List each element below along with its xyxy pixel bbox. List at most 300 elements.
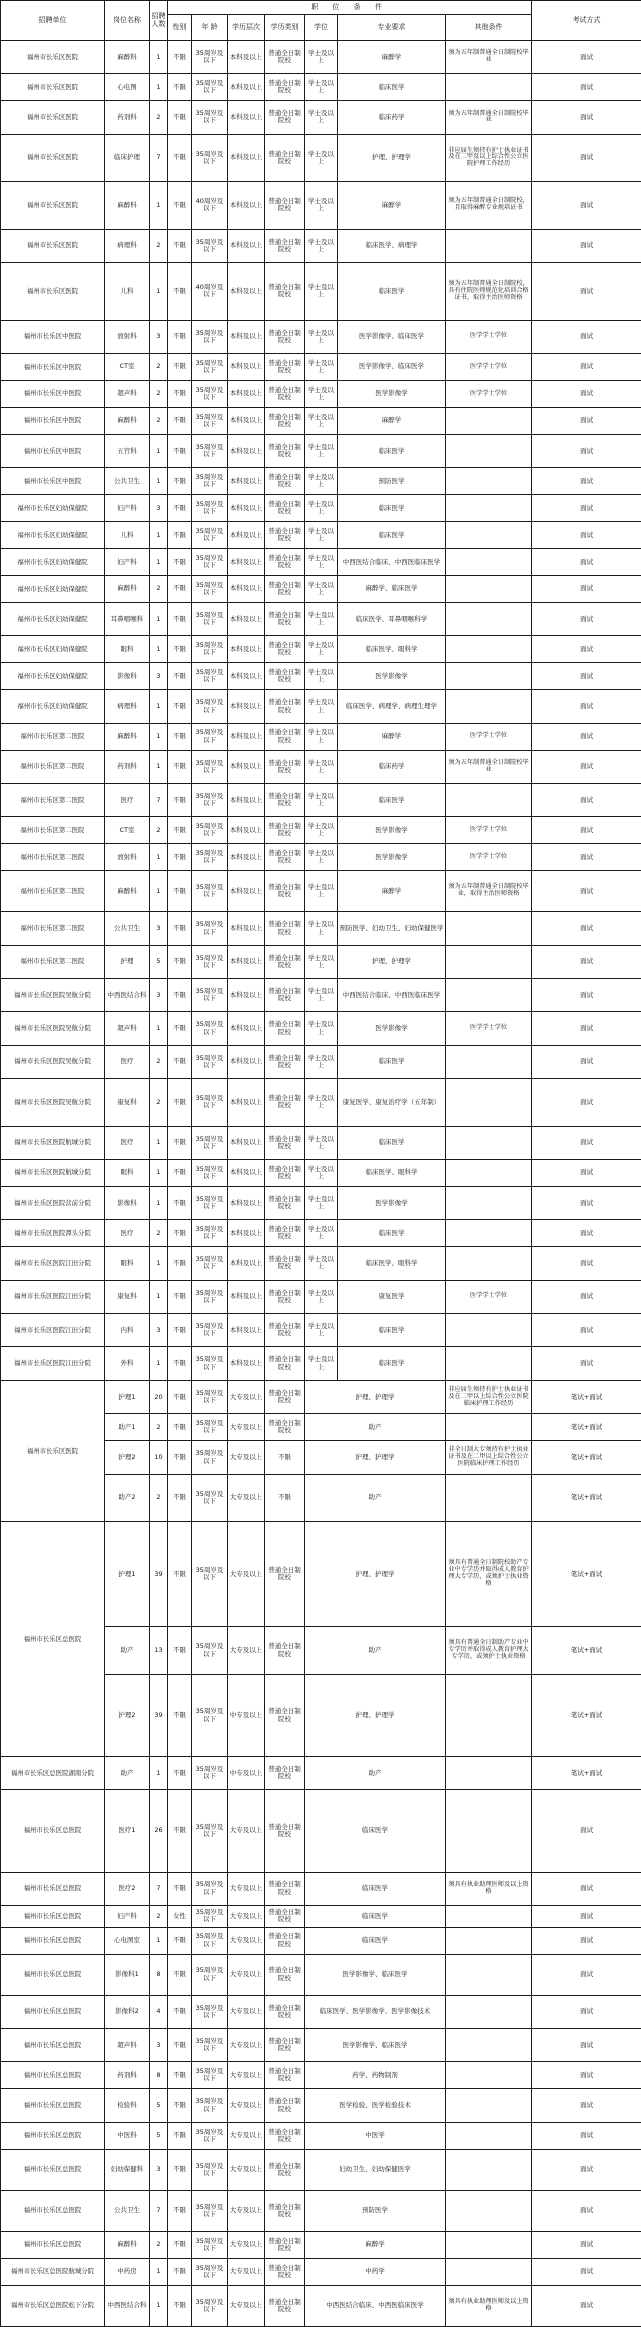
cell-other bbox=[446, 2149, 532, 2190]
cell-count: 1 bbox=[150, 1186, 168, 1219]
cell-unit: 福州市长乐区总医院 bbox=[1, 1905, 105, 1927]
cell-count: 7 bbox=[150, 784, 168, 817]
cell-age: 35周岁及以下 bbox=[192, 912, 228, 945]
cell-age: 35周岁及以下 bbox=[192, 723, 228, 750]
cell-post: 护理1 bbox=[105, 1381, 150, 1414]
cell-major: 麻醉学 bbox=[338, 871, 446, 912]
cell-gender: 不限 bbox=[168, 1381, 192, 1414]
cell-age: 35周岁及以下 bbox=[192, 522, 228, 549]
cell-gender: 不限 bbox=[168, 182, 192, 229]
cell-age: 35周岁及以下 bbox=[192, 576, 228, 603]
cell-count: 1 bbox=[150, 1126, 168, 1159]
cell-other bbox=[446, 1347, 532, 1381]
cell-major: 临床医学、医学影像学、医学影像技术 bbox=[305, 1995, 446, 2028]
cell-unit: 福州市长乐区第二医院 bbox=[1, 750, 105, 783]
cell-other: 医学学士学位 bbox=[446, 320, 532, 353]
cell-exam: 面试 bbox=[532, 1995, 641, 2028]
cell-unit: 福州市长乐区妇幼保健院 bbox=[1, 576, 105, 603]
cell-education: 本科及以上 bbox=[228, 263, 265, 321]
cell-post: 超声科 bbox=[105, 1012, 150, 1045]
cell-other: 须具有普通全日制院校助产专业中专学历并取得成人教育护理大专学历，或须护士执业资格 bbox=[446, 1522, 532, 1627]
cell-gender: 不限 bbox=[168, 817, 192, 844]
cell-education: 大专及以上 bbox=[228, 1414, 265, 1441]
cell-other bbox=[446, 1790, 532, 1872]
table-row bbox=[1, 690, 641, 723]
cell-gender: 不限 bbox=[168, 663, 192, 690]
cell-age: 35周岁及以下 bbox=[192, 229, 228, 262]
header-exam: 考试方式 bbox=[532, 1, 641, 41]
cell-major: 中西医结合临床、中西医临床医学 bbox=[338, 549, 446, 576]
cell-education: 本科及以上 bbox=[228, 522, 265, 549]
header-conditions: 职 位 条 件 bbox=[168, 1, 532, 15]
cell-other bbox=[446, 603, 532, 636]
cell-unit: 福州市长乐区总医院 bbox=[1, 2190, 105, 2231]
cell-major: 麻醉学 bbox=[338, 41, 446, 74]
cell-major: 临床医学 bbox=[338, 1220, 446, 1247]
cell-count: 2 bbox=[150, 1414, 168, 1441]
table-row bbox=[1, 1045, 641, 1078]
cell-education: 大专及以上 bbox=[228, 2190, 265, 2231]
table-row bbox=[1, 663, 641, 690]
cell-unit: 福州市长乐区总医院 bbox=[1, 1954, 105, 1995]
cell-education: 大专及以上 bbox=[228, 1627, 265, 1674]
cell-unit: 福州市长乐区医院吴航分院 bbox=[1, 1012, 105, 1045]
cell-gender: 不限 bbox=[168, 74, 192, 101]
cell-count: 1 bbox=[150, 74, 168, 101]
cell-other: 须具有普通全日制助产专业中专学历并取得成人教育护理大专学历，或须护士执业资格 bbox=[446, 1627, 532, 1674]
cell-education: 本科及以上 bbox=[228, 979, 265, 1012]
cell-education: 本科及以上 bbox=[228, 1347, 265, 1381]
cell-major: 中药学 bbox=[305, 2258, 446, 2285]
cell-post: 中西医结合科 bbox=[105, 979, 150, 1012]
cell-other: 医学学士学位 bbox=[446, 844, 532, 871]
cell-unit: 福州市长乐区总医院 bbox=[1, 2029, 105, 2062]
cell-degree: 学士及以上 bbox=[305, 1220, 338, 1247]
cell-age: 35周岁及以下 bbox=[192, 468, 228, 495]
cell-other: 须为五年制普通全日制院校毕业，取得主治医师资格 bbox=[446, 871, 532, 912]
cell-other bbox=[446, 434, 532, 467]
cell-age: 35周岁及以下 bbox=[192, 1160, 228, 1187]
cell-degree: 学士及以上 bbox=[305, 495, 338, 522]
header-major: 专业要求 bbox=[338, 15, 446, 41]
cell-gender: 不限 bbox=[168, 381, 192, 408]
cell-post: 中医科 bbox=[105, 2122, 150, 2149]
cell-exam: 面试 bbox=[532, 101, 641, 134]
cell-age: 35周岁及以下 bbox=[192, 1674, 228, 1756]
cell-unit: 福州市长乐区医院江田分院 bbox=[1, 1347, 105, 1381]
cell-degree: 学士及以上 bbox=[305, 263, 338, 321]
cell-edu-type: 普通全日制院校 bbox=[265, 723, 305, 750]
cell-exam: 面试 bbox=[532, 576, 641, 603]
header-degree: 学位 bbox=[305, 15, 338, 41]
cell-gender: 女性 bbox=[168, 1905, 192, 1927]
cell-degree: 学士及以上 bbox=[305, 844, 338, 871]
cell-post: 麻醉科 bbox=[105, 408, 150, 435]
cell-unit: 福州市长乐区第二医院 bbox=[1, 723, 105, 750]
cell-major: 麻醉学、临床医学 bbox=[338, 576, 446, 603]
cell-education: 本科及以上 bbox=[228, 912, 265, 945]
cell-gender: 不限 bbox=[168, 576, 192, 603]
table-row bbox=[1, 1381, 641, 1414]
cell-count: 1 bbox=[150, 468, 168, 495]
cell-major: 临床医学、耳鼻咽喉科学 bbox=[338, 603, 446, 636]
cell-exam: 面试 bbox=[532, 912, 641, 945]
cell-exam: 笔试+面试 bbox=[532, 1627, 641, 1674]
cell-degree: 学士及以上 bbox=[305, 434, 338, 467]
cell-gender: 不限 bbox=[168, 41, 192, 74]
cell-major: 临床医学 bbox=[305, 1905, 446, 1927]
cell-post: 麻醉科 bbox=[105, 871, 150, 912]
cell-education: 本科及以上 bbox=[228, 134, 265, 181]
cell-other bbox=[446, 945, 532, 978]
cell-age: 35周岁及以下 bbox=[192, 320, 228, 353]
cell-degree: 学士及以上 bbox=[305, 1079, 338, 1126]
cell-post: 药剂科 bbox=[105, 2062, 150, 2089]
cell-edu-type: 普通全日制院校 bbox=[265, 1012, 305, 1045]
header-education: 学历层次 bbox=[228, 15, 265, 41]
cell-exam: 面试 bbox=[532, 2122, 641, 2149]
cell-post: 妇产科 bbox=[105, 495, 150, 522]
cell-gender: 不限 bbox=[168, 636, 192, 663]
cell-edu-type: 普通全日制院校 bbox=[265, 817, 305, 844]
cell-post: 医疗1 bbox=[105, 1790, 150, 1872]
cell-edu-type: 普通全日制院校 bbox=[265, 2149, 305, 2190]
cell-exam: 面试 bbox=[532, 1220, 641, 1247]
cell-post: 公共卫生 bbox=[105, 468, 150, 495]
cell-major: 护理、护理学 bbox=[305, 1441, 446, 1474]
cell-education: 本科及以上 bbox=[228, 723, 265, 750]
cell-education: 本科及以上 bbox=[228, 229, 265, 262]
cell-degree: 学士及以上 bbox=[305, 468, 338, 495]
cell-age: 35周岁及以下 bbox=[192, 381, 228, 408]
cell-exam: 面试 bbox=[532, 408, 641, 435]
table-row bbox=[1, 636, 641, 663]
cell-edu-type: 普通全日制院校 bbox=[265, 74, 305, 101]
cell-gender: 不限 bbox=[168, 1414, 192, 1441]
table-row bbox=[1, 1280, 641, 1313]
cell-major: 助产 bbox=[305, 1757, 446, 1790]
cell-age: 35周岁及以下 bbox=[192, 1126, 228, 1159]
cell-unit: 福州市长乐区妇幼保健院 bbox=[1, 495, 105, 522]
table-row bbox=[1, 182, 641, 229]
cell-edu-type: 普通全日制院校 bbox=[265, 2029, 305, 2062]
header-post: 岗位名称 bbox=[105, 1, 150, 41]
cell-gender: 不限 bbox=[168, 750, 192, 783]
cell-count: 1 bbox=[150, 750, 168, 783]
cell-edu-type: 普通全日制院校 bbox=[265, 549, 305, 576]
table-body-group-b bbox=[1, 1522, 641, 1757]
cell-edu-type: 普通全日制院校 bbox=[265, 1186, 305, 1219]
cell-post: 医疗 bbox=[105, 1126, 150, 1159]
cell-edu-type: 普通全日制院校 bbox=[265, 1126, 305, 1159]
cell-count: 1 bbox=[150, 434, 168, 467]
cell-unit: 福州市长乐区医院江田分院 bbox=[1, 1313, 105, 1346]
cell-edu-type: 不限 bbox=[265, 1474, 305, 1522]
cell-major: 医学检验、医学检验技术 bbox=[305, 2089, 446, 2122]
table-row bbox=[1, 1220, 641, 1247]
cell-post: 儿科 bbox=[105, 522, 150, 549]
cell-gender: 不限 bbox=[168, 263, 192, 321]
cell-edu-type: 普通全日制院校 bbox=[265, 1247, 305, 1280]
table-row bbox=[1, 979, 641, 1012]
cell-gender: 不限 bbox=[168, 1220, 192, 1247]
cell-education: 本科及以上 bbox=[228, 1079, 265, 1126]
cell-major: 临床医学 bbox=[338, 522, 446, 549]
cell-other: 医学学士学位 bbox=[446, 1012, 532, 1045]
cell-count: 1 bbox=[150, 603, 168, 636]
cell-major: 中西医结合临床、中西医临床医学 bbox=[305, 2285, 446, 2326]
cell-education: 本科及以上 bbox=[228, 74, 265, 101]
cell-post: 康复科 bbox=[105, 1280, 150, 1313]
cell-exam: 面试 bbox=[532, 723, 641, 750]
cell-gender: 不限 bbox=[168, 1872, 192, 1905]
table-row bbox=[1, 263, 641, 321]
cell-gender: 不限 bbox=[168, 1347, 192, 1381]
cell-count: 1 bbox=[150, 1280, 168, 1313]
cell-post: 眼科 bbox=[105, 1247, 150, 1280]
header-age: 年 龄 bbox=[192, 15, 228, 41]
cell-degree: 学士及以上 bbox=[305, 576, 338, 603]
cell-count: 1 bbox=[150, 871, 168, 912]
cell-count: 2 bbox=[150, 408, 168, 435]
table-row bbox=[1, 2122, 641, 2149]
cell-age: 35周岁及以下 bbox=[192, 2258, 228, 2285]
cell-exam: 面试 bbox=[532, 229, 641, 262]
cell-edu-type: 普通全日制院校 bbox=[265, 663, 305, 690]
table-row bbox=[1, 576, 641, 603]
cell-post: 麻醉科 bbox=[105, 723, 150, 750]
cell-age: 35周岁及以下 bbox=[192, 434, 228, 467]
cell-gender: 不限 bbox=[168, 603, 192, 636]
cell-major: 医学影像学、临床医学 bbox=[338, 320, 446, 353]
cell-unit: 福州市长乐区总医院湖南分院 bbox=[1, 1757, 105, 1790]
cell-post: 护理1 bbox=[105, 1522, 150, 1627]
cell-count: 2 bbox=[150, 101, 168, 134]
cell-post: 妇产科 bbox=[105, 549, 150, 576]
cell-education: 本科及以上 bbox=[228, 690, 265, 723]
cell-age: 35周岁及以下 bbox=[192, 750, 228, 783]
cell-edu-type: 普通全日制院校 bbox=[265, 2285, 305, 2326]
cell-post: 助产2 bbox=[105, 1474, 150, 1522]
cell-education: 本科及以上 bbox=[228, 871, 265, 912]
cell-count: 13 bbox=[150, 1627, 168, 1674]
cell-age: 35周岁及以下 bbox=[192, 354, 228, 381]
cell-other bbox=[446, 495, 532, 522]
cell-other: 须为五年制普通全日制院校毕业 bbox=[446, 101, 532, 134]
cell-exam: 笔试+面试 bbox=[532, 1474, 641, 1522]
cell-edu-type: 普通全日制院校 bbox=[265, 844, 305, 871]
cell-education: 大专及以上 bbox=[228, 1474, 265, 1522]
cell-count: 8 bbox=[150, 1954, 168, 1995]
header-edu-type: 学历类别 bbox=[265, 15, 305, 41]
cell-age: 35周岁及以下 bbox=[192, 1441, 228, 1474]
cell-post: 内科 bbox=[105, 1313, 150, 1346]
cell-post: 妇幼保健科 bbox=[105, 2149, 150, 2190]
cell-education: 本科及以上 bbox=[228, 495, 265, 522]
cell-exam: 面试 bbox=[532, 74, 641, 101]
cell-count: 3 bbox=[150, 663, 168, 690]
cell-other bbox=[446, 522, 532, 549]
cell-education: 大专及以上 bbox=[228, 1872, 265, 1905]
table-row bbox=[1, 1790, 641, 1872]
cell-gender: 不限 bbox=[168, 522, 192, 549]
cell-exam: 面试 bbox=[532, 182, 641, 229]
cell-degree: 学士及以上 bbox=[305, 750, 338, 783]
cell-exam: 笔试+面试 bbox=[532, 1441, 641, 1474]
cell-degree: 学士及以上 bbox=[305, 549, 338, 576]
cell-post: 中西医结合科 bbox=[105, 2285, 150, 2326]
cell-gender: 不限 bbox=[168, 1995, 192, 2028]
cell-edu-type: 普通全日制院校 bbox=[265, 2062, 305, 2089]
cell-unit: 福州市长乐区医院江田分院 bbox=[1, 1247, 105, 1280]
cell-gender: 不限 bbox=[168, 871, 192, 912]
cell-edu-type: 普通全日制院校 bbox=[265, 979, 305, 1012]
cell-count: 3 bbox=[150, 979, 168, 1012]
cell-post: 放射科 bbox=[105, 844, 150, 871]
cell-post: 病理科 bbox=[105, 690, 150, 723]
table-row bbox=[1, 101, 641, 134]
header-unit: 招聘单位 bbox=[1, 1, 105, 41]
table-row bbox=[1, 381, 641, 408]
cell-age: 35周岁及以下 bbox=[192, 1757, 228, 1790]
cell-education: 本科及以上 bbox=[228, 1045, 265, 1078]
cell-major: 麻醉学 bbox=[305, 2231, 446, 2258]
cell-edu-type: 普通全日制院校 bbox=[265, 1414, 305, 1441]
cell-edu-type: 普通全日制院校 bbox=[265, 1522, 305, 1627]
cell-count: 2 bbox=[150, 229, 168, 262]
cell-education: 大专及以上 bbox=[228, 1441, 265, 1474]
cell-gender: 不限 bbox=[168, 1012, 192, 1045]
cell-age: 35周岁及以下 bbox=[192, 1872, 228, 1905]
cell-count: 4 bbox=[150, 1995, 168, 2028]
cell-education: 大专及以上 bbox=[228, 1905, 265, 1927]
table-row bbox=[1, 1313, 641, 1346]
cell-count: 3 bbox=[150, 2029, 168, 2062]
cell-post: 临床护理 bbox=[105, 134, 150, 181]
cell-unit: 福州市长乐区妇幼保健院 bbox=[1, 603, 105, 636]
cell-major: 临床医学 bbox=[338, 1045, 446, 1078]
cell-edu-type: 普通全日制院校 bbox=[265, 522, 305, 549]
cell-major: 康复医学、康复治疗学（五年制） bbox=[338, 1079, 446, 1126]
cell-education: 本科及以上 bbox=[228, 101, 265, 134]
cell-post: 医疗 bbox=[105, 1045, 150, 1078]
table-row bbox=[1, 495, 641, 522]
table-row bbox=[1, 434, 641, 467]
cell-other bbox=[446, 468, 532, 495]
cell-count: 1 bbox=[150, 2285, 168, 2326]
cell-edu-type: 普通全日制院校 bbox=[265, 2122, 305, 2149]
cell-major: 临床医学、眼科学 bbox=[338, 1247, 446, 1280]
cell-exam: 面试 bbox=[532, 2285, 641, 2326]
cell-post: 药剂科 bbox=[105, 750, 150, 783]
cell-unit: 福州市长乐区中医院 bbox=[1, 354, 105, 381]
cell-education: 本科及以上 bbox=[228, 182, 265, 229]
cell-other bbox=[446, 1126, 532, 1159]
table-row bbox=[1, 1186, 641, 1219]
cell-exam: 笔试+面试 bbox=[532, 1381, 641, 1414]
cell-degree: 学士及以上 bbox=[305, 134, 338, 181]
table-row bbox=[1, 2089, 641, 2122]
cell-edu-type: 普通全日制院校 bbox=[265, 1160, 305, 1187]
cell-gender: 不限 bbox=[168, 723, 192, 750]
cell-major: 临床医学、眼科学 bbox=[338, 1160, 446, 1187]
cell-education: 本科及以上 bbox=[228, 784, 265, 817]
cell-post: 公共卫生 bbox=[105, 2190, 150, 2231]
cell-education: 本科及以上 bbox=[228, 576, 265, 603]
cell-exam: 面试 bbox=[532, 2258, 641, 2285]
cell-gender: 不限 bbox=[168, 1441, 192, 1474]
cell-degree: 学士及以上 bbox=[305, 636, 338, 663]
table-row bbox=[1, 1954, 641, 1995]
cell-count: 3 bbox=[150, 1313, 168, 1346]
cell-post: 公共卫生 bbox=[105, 912, 150, 945]
cell-unit: 福州市长乐区中医院 bbox=[1, 468, 105, 495]
cell-post: 耳鼻咽喉科 bbox=[105, 603, 150, 636]
cell-other bbox=[446, 912, 532, 945]
table-row bbox=[1, 354, 641, 381]
cell-other bbox=[446, 663, 532, 690]
cell-edu-type: 普通全日制院校 bbox=[265, 1280, 305, 1313]
cell-count: 1 bbox=[150, 2258, 168, 2285]
cell-count: 1 bbox=[150, 1247, 168, 1280]
cell-age: 35周岁及以下 bbox=[192, 2029, 228, 2062]
table-row bbox=[1, 2231, 641, 2258]
cell-unit: 福州市长乐区总医院 bbox=[1, 1790, 105, 1872]
cell-degree: 学士及以上 bbox=[305, 1347, 338, 1381]
cell-post: 助产1 bbox=[105, 1414, 150, 1441]
cell-major: 康复医学 bbox=[338, 1280, 446, 1313]
cell-edu-type: 普通全日制院校 bbox=[265, 1045, 305, 1078]
cell-count: 1 bbox=[150, 636, 168, 663]
cell-count: 7 bbox=[150, 134, 168, 181]
cell-education: 大专及以上 bbox=[228, 1522, 265, 1627]
cell-degree: 学士及以上 bbox=[305, 817, 338, 844]
cell-education: 中专及以上 bbox=[228, 1674, 265, 1756]
cell-count: 3 bbox=[150, 2149, 168, 2190]
cell-other bbox=[446, 636, 532, 663]
cell-age: 35周岁及以下 bbox=[192, 979, 228, 1012]
cell-other: 须为五年制普通全日制院校毕业 bbox=[446, 41, 532, 74]
cell-degree: 学士及以上 bbox=[305, 229, 338, 262]
cell-unit: 福州市长乐区总医院 bbox=[1, 2231, 105, 2258]
cell-gender: 不限 bbox=[168, 2089, 192, 2122]
cell-exam: 笔试+面试 bbox=[532, 1674, 641, 1756]
cell-education: 本科及以上 bbox=[228, 41, 265, 74]
cell-other bbox=[446, 1247, 532, 1280]
cell-education: 本科及以上 bbox=[228, 1012, 265, 1045]
cell-edu-type: 普通全日制院校 bbox=[265, 1790, 305, 1872]
cell-major: 助产 bbox=[305, 1414, 446, 1441]
cell-gender: 不限 bbox=[168, 2062, 192, 2089]
cell-major: 临床医学 bbox=[305, 1927, 446, 1954]
cell-exam: 面试 bbox=[532, 468, 641, 495]
cell-count: 5 bbox=[150, 2122, 168, 2149]
cell-major: 医学影像学 bbox=[338, 844, 446, 871]
cell-unit: 福州市长乐区总医院航城分院 bbox=[1, 2258, 105, 2285]
cell-gender: 不限 bbox=[168, 1474, 192, 1522]
cell-other: 医学学士学位 bbox=[446, 1280, 532, 1313]
cell-gender: 不限 bbox=[168, 912, 192, 945]
cell-unit: 福州市长乐区总医院 bbox=[1, 2062, 105, 2089]
cell-post: CT室 bbox=[105, 817, 150, 844]
table-row bbox=[1, 1347, 641, 1381]
cell-exam: 面试 bbox=[532, 495, 641, 522]
cell-education: 本科及以上 bbox=[228, 1220, 265, 1247]
cell-age: 35周岁及以下 bbox=[192, 1045, 228, 1078]
cell-major: 临床药学 bbox=[338, 101, 446, 134]
cell-other: 医学学士学位 bbox=[446, 817, 532, 844]
cell-exam: 面试 bbox=[532, 784, 641, 817]
